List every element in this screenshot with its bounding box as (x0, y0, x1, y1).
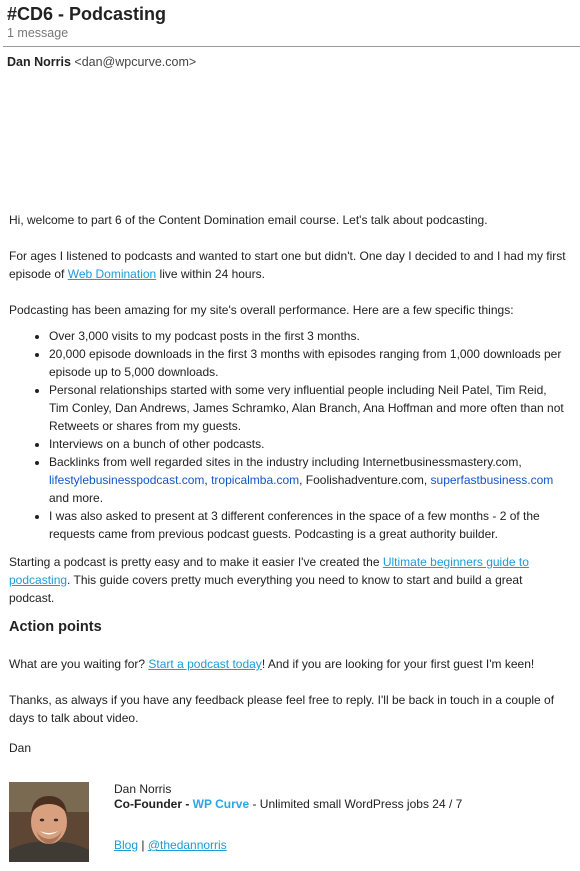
signature-role-line (114, 797, 462, 812)
beginners-guide-link[interactable]: Ultimate beginners guide to podcasting (9, 555, 529, 587)
list-item: • 20,000 episode downloads in the first 3 months with episodes ranging from 1,000 downloads per episode up to 5,000 downloads. (49, 345, 569, 381)
sender-email: <dan@wpcurve.com> (74, 55, 197, 69)
wp-curve-brand: WP Curve (192, 797, 250, 811)
benefits-list (9, 327, 569, 543)
action-points-heading: Action points (9, 619, 102, 635)
thanks-paragraph: Thanks, as always if you have any feedback please feel free to reply. I'll be back in touch in a couple of days to talk about video. (9, 693, 555, 725)
superfastbusiness-link[interactable]: superfastbusiness.com (430, 473, 554, 487)
backlinks-text-3: and more. (49, 491, 104, 505)
story-text-2: live within 24 hours. (156, 267, 265, 281)
email-subject: #CD6 - Podcasting (7, 4, 167, 24)
header-divider (3, 46, 580, 47)
guide-text-1: Starting a podcast is pretty easy and to make it easier I've created the (9, 555, 383, 569)
backlinks-text-2: , Foolishadventure.com, (299, 473, 431, 487)
start-podcast-link[interactable]: Start a podcast today (148, 657, 262, 671)
sender-line (7, 55, 196, 69)
email-body (9, 211, 569, 775)
signature-name: Dan Norris (114, 782, 172, 796)
web-domination-link[interactable]: Web Domination (67, 267, 157, 281)
list-item (49, 453, 569, 507)
guide-text-2: . This guide covers pretty much everything you need to know to start and build a great podcast. (9, 573, 523, 605)
message-count: 1 message (7, 26, 69, 40)
blog-link[interactable]: Blog (114, 838, 139, 852)
story-paragraph (9, 247, 569, 283)
intro-paragraph: Hi, welcome to part 6 of the Content Domination email course. Let's talk about podcasting. (9, 213, 488, 227)
list-item: • Interviews on a bunch of other podcasts. (49, 435, 569, 453)
performance-paragraph: Podcasting has been amazing for my site's overall performance. Here are a few specific things: (9, 303, 514, 317)
signature-tagline: - Unlimited small WordPress jobs 24 / 7 (249, 797, 463, 811)
signoff: Dan (9, 741, 32, 755)
action-text-2: ! And if you are looking for your first guest I'm keen! (261, 657, 535, 671)
backlinks-text-1: Backlinks from well regarded sites in the industry including Internetbusinessmastery.com, (49, 455, 522, 469)
backlinks-sep: , (204, 473, 212, 487)
link-separator: | (138, 838, 148, 852)
tropicalmba-link[interactable]: tropicalmba.com (211, 473, 300, 487)
avatar (9, 782, 89, 862)
list-item: • I was also asked to present at 3 different conferences in the space of a few months - 2 of the requests came from previous podcast guests. Podcasting is a great authority builder. (49, 507, 569, 543)
signature-role: Co-Founder - (114, 797, 193, 811)
sender-name: Dan Norris (7, 55, 71, 69)
list-item: • Personal relationships started with some very influential people including Neil Patel, Tim Reid, Tim Conley, Dan Andrews, James Schramko, Alan Branch, Ana Hoffman and more often than not Retweets or shares from my guests. (49, 381, 569, 435)
list-item: • Over 3,000 visits to my podcast posts in the first 3 months. (49, 327, 569, 345)
signature-details (114, 782, 462, 812)
lifestylebusinesspodcast-link[interactable]: lifestylebusinesspodcast.com (49, 473, 205, 487)
signature-links (114, 838, 227, 853)
guide-paragraph (9, 553, 569, 607)
portrait-image (9, 782, 89, 862)
action-text-1: What are you waiting for? (9, 657, 149, 671)
email-signature (9, 782, 569, 862)
twitter-link[interactable]: @thedannorris (147, 838, 227, 852)
story-text-1: For ages I listened to podcasts and wanted to start one but didn't. One day I decided to and I had my first episode of (9, 249, 566, 281)
action-paragraph (9, 655, 569, 673)
